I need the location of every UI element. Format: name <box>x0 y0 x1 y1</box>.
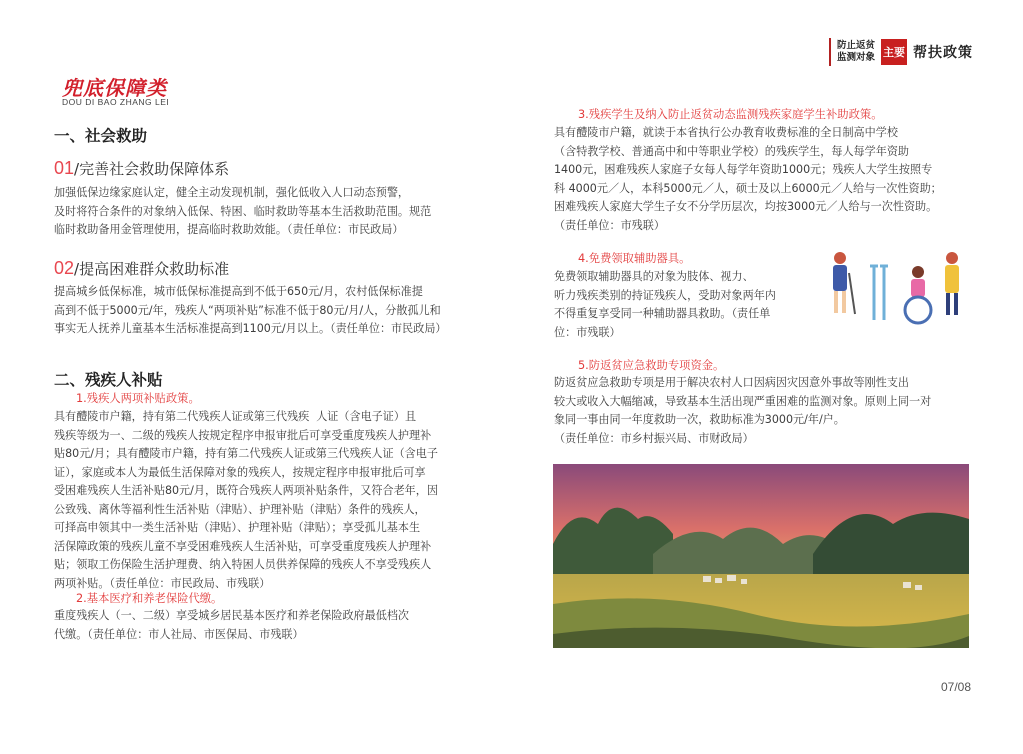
person-body <box>833 265 847 291</box>
item-title: /完善社会救助保障体系 <box>74 160 230 178</box>
person-body <box>945 265 959 293</box>
section2-item2-body: 重度残疾人（一、二级）享受城乡居民基本医疗和养老保险政府最低档次 代缴。（责任单位：市人社局、市医保局、市残联） <box>54 609 410 641</box>
section1-item2-body: 提高城乡低保标准，城市低保标准提高到不低于650元/月，农村低保标准提 高到不低于5000元/年，残疾人“两项补贴”标准不低于80元/月/人，分散孤儿和 事实无人抚养儿童基本生活标准提高到1100元/月以上。（责任单位：市民政局） <box>54 285 447 335</box>
section2-heading: 二、残疾人补贴 <box>54 371 163 389</box>
category-title: 兜底保障类 <box>62 76 167 100</box>
brand-line1: 防止返贫 <box>836 40 875 51</box>
page-number: 07/08 <box>940 680 971 694</box>
brand-subtitle <box>837 40 875 64</box>
right-item3-title: 3.残疾学生及纳入防止返贫动态监测残疾家庭学生补助政策。 <box>578 108 883 121</box>
assistive-devices-illustration <box>822 248 972 328</box>
person-head <box>946 252 958 264</box>
right-item3-body: 具有醴陵市户籍，就读于本省执行公办教育收费标准的全日制高中学校 （含特教学校、普通高中和中等职业学校）的残疾学生，每人每学年资助 1400元，困难残疾人家庭子女每人每学年资助1000元；残疾人大学生按照专 科 4000元／人，本科5000元／人，硕士及以上6000元／人给与一次性资助； 困难残疾人家庭大学生子女不分学历层次，均按3000元／人给与一次性资助。 （责任单位：市残联） <box>554 126 942 232</box>
right-item5-body: 防返贫应急救助专项是用于解决农村人口因病因灾因意外事故等刚性支出 较大或收入大幅缩减，导致基本生活出现严重困难的监测对象。原则上同一对 象同一事由同一年度救助一次，救助标准为3000元/年/户。 （责任单位：市乡村振兴局、市财政局） <box>554 376 932 445</box>
right-item4-title: 4.免费领取辅助器具。 <box>578 252 691 265</box>
right-item5-title: 5.防返贫应急救助专项资金。 <box>578 359 725 372</box>
brand-seal: 主要 <box>881 39 907 65</box>
person-head <box>912 266 924 278</box>
section2-item2-title: 2.基本医疗和养老保险代缴。 <box>76 592 223 605</box>
category-pinyin: DOU DI BAO ZHANG LEI <box>62 97 170 107</box>
brand-calligraphy: 帮扶政策 <box>913 45 973 61</box>
wheelchair-icon <box>905 297 931 323</box>
right-item4-body: 免费领取辅助器具的对象为肢体、视力、 听力残疾类别的持证残疾人，受助对象两年内 不得重复享受同一种辅助器具救助。（责任单 位：市残联） <box>554 270 776 339</box>
section1-item1-body: 加强低保边缘家庭认定，健全主动发现机制，强化低收入人口动态预警， 及时将符合条件的对象纳入低保、特困、临时救助等基本生活救助范围。规范 临时救助备用金管理使用，提高临时救助效能。（责任单位：市民政局） <box>54 186 432 236</box>
brand-line2: 监测对象 <box>836 52 875 63</box>
person-leg <box>842 291 846 313</box>
person-head <box>834 252 846 264</box>
item-number: 01 <box>54 158 75 178</box>
person-leg <box>954 293 958 315</box>
section2-item1-title: 1.残疾人两项补贴政策。 <box>76 392 200 405</box>
section2-item1-body: 具有醴陵市户籍，持有第二代残疾人证或第三代残疾 人证（含电子证）且 残疾等级为一、二级的残疾人按规定程序申报审批后可享受重度残疾人护理补 贴80元/月；具有醴陵市户籍，持有第二代残疾人证或第三代残疾人证（含电子 证），家庭或本人为最低生活保障对象的残疾人，按规定程序申报审批后可享 受困难残疾人生活补贴80元/月，既符合残疾人两项补贴条件，又符合老年，因 公致残、离休等福利性生活补贴（津贴）、护理补贴（津贴）条件的残疾人， 可择高申领其中一类生活补贴（津贴）、护理补贴（津贴）；享受孤儿基本生 活保障政策的残疾儿童不享受困难残疾人生活补贴，可享受重度残疾人护理补 贴；领取工伤保险生活护理费、纳入特困人员供养保障的残疾人不享受残疾人 两项补贴。（责任单位：市民政局、市残联） <box>54 410 438 590</box>
item-title: /提高困难群众救助标准 <box>74 260 230 278</box>
brand-divider <box>829 38 831 66</box>
person-body <box>911 279 925 297</box>
section1-item2-title <box>54 258 229 279</box>
person-leg <box>946 293 950 315</box>
landscape-photo <box>553 464 969 648</box>
section1-item1-title <box>54 158 229 179</box>
item-number: 02 <box>54 258 75 278</box>
section1-heading: 一、社会救助 <box>54 127 148 145</box>
cane-icon <box>849 273 855 314</box>
person-leg <box>834 291 838 313</box>
brand-header <box>829 38 973 66</box>
